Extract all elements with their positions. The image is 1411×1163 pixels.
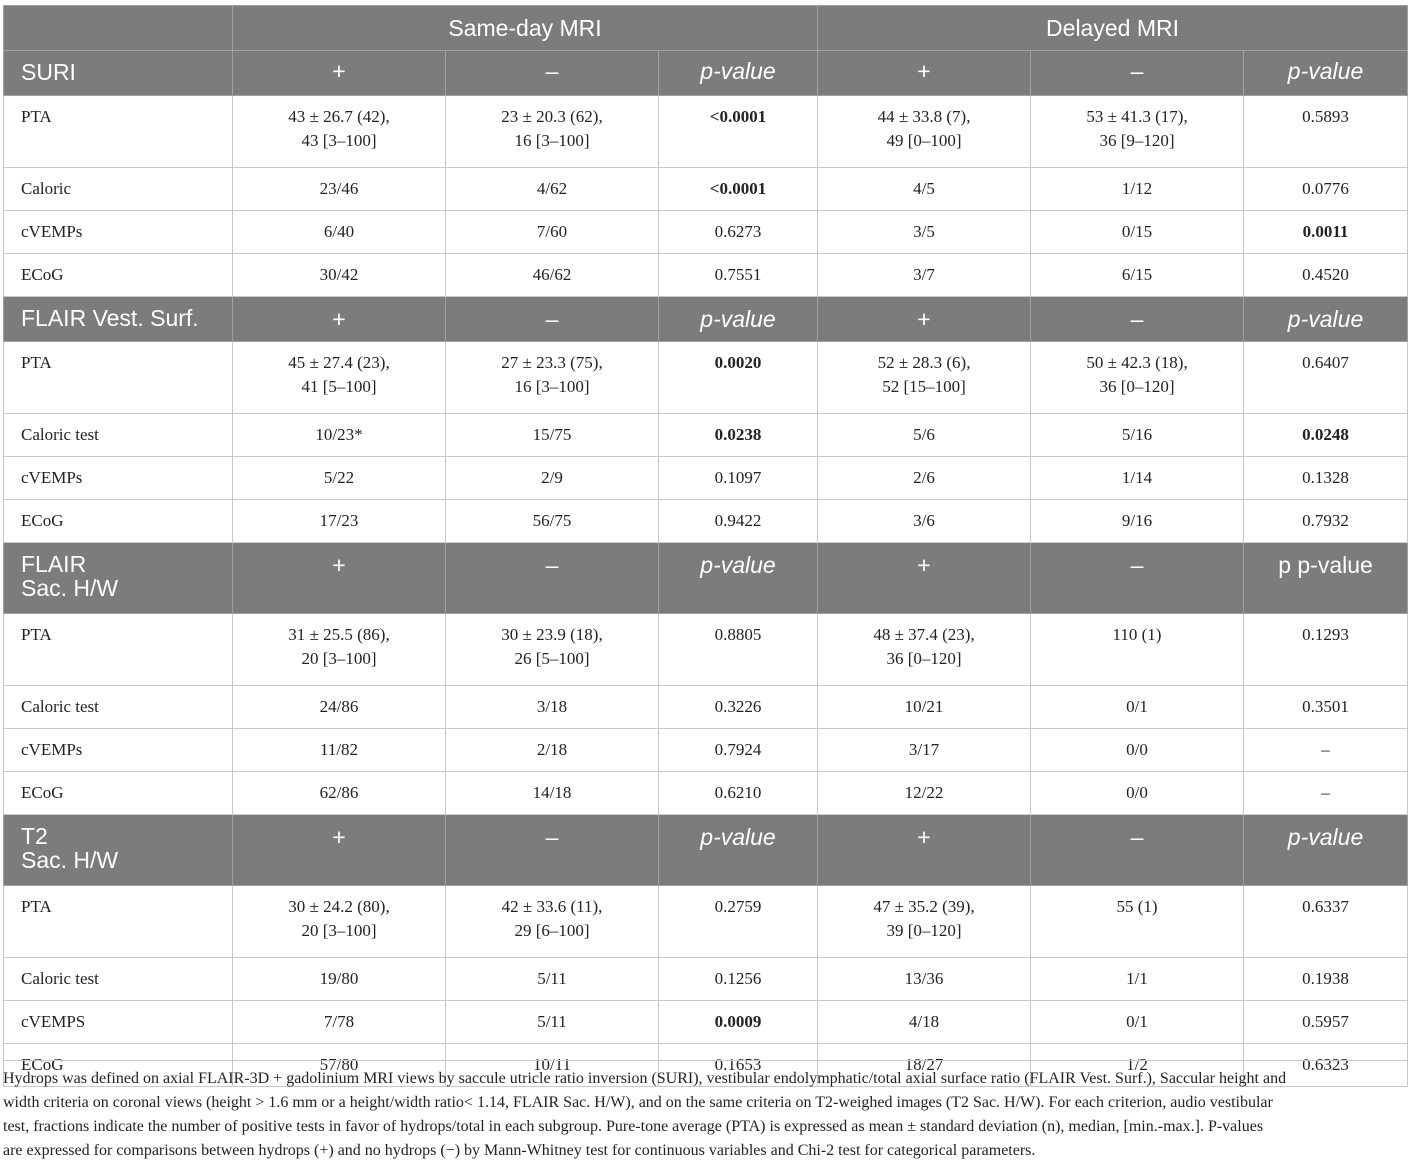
cell: 10/11 [446,1044,659,1087]
cell: 4/5 [818,168,1031,211]
col-plus: + [818,543,1031,614]
cell-pvalue: <0.0001 [659,168,818,211]
cell-pvalue: 0.1938 [1244,958,1408,1001]
table-row [4,342,1408,414]
cell: 0/0 [1031,729,1244,772]
row-label: PTA [4,96,233,168]
caption-line: are expressed for comparisons between hydrops (+) and no hydrops (−) by Mann-Whitney test for continuous variables and Chi-2 test for categorical parameters. [3,1142,1036,1159]
cell-pvalue: 0.6323 [1244,1044,1408,1087]
cell: 0/0 [1031,772,1244,815]
cell-pvalue: 0.7551 [659,254,818,297]
cell: 5/16 [1031,414,1244,457]
cell: 10/23* [233,414,446,457]
cell-pvalue: – [1244,772,1408,815]
cell: 53 ± 41.3 (17), 36 [9–120] [1031,96,1244,168]
cell: 5/22 [233,457,446,500]
table-row [4,414,1408,457]
col-pvalue: p-value [1244,51,1408,96]
cell-pvalue: – [1244,729,1408,772]
cell: 2/6 [818,457,1031,500]
row-label: ECoG [4,254,233,297]
section-header-flair-vest-surf [4,297,1408,342]
section-label: FLAIR Vest. Surf. [4,297,233,342]
table-row [4,729,1408,772]
col-minus: – [446,815,659,886]
cell: 48 ± 37.4 (23), 36 [0–120] [818,614,1031,686]
col-pvalue: p-value [659,543,818,614]
cell-pvalue: 0.0238 [659,414,818,457]
table-row [4,614,1408,686]
section-label: SURI [4,51,233,96]
caption-line: test, fractions indicate the number of positive tests in favor of hydrops/total in each subgroup. Pure-tone average (PTA) is expressed as mean ± standard deviation (n), median, [min.-max.]. P-values [3,1118,1264,1135]
col-plus: + [233,51,446,96]
row-label: cVEMPs [4,211,233,254]
table-row [4,772,1408,815]
cell: 1/14 [1031,457,1244,500]
cell: 55 (1) [1031,886,1244,958]
col-pvalue: p-value [659,297,818,342]
table-top-header [4,6,1408,51]
cell: 43 ± 26.7 (42), 43 [3–100] [233,96,446,168]
cell: 52 ± 28.3 (6), 52 [15–100] [818,342,1031,414]
row-label: cVEMPS [4,1001,233,1044]
cell: 17/23 [233,500,446,543]
row-label: PTA [4,614,233,686]
cell: 3/7 [818,254,1031,297]
cell-pvalue: 0.8805 [659,614,818,686]
cell-pvalue: 0.3501 [1244,686,1408,729]
cell: 27 ± 23.3 (75), 16 [3–100] [446,342,659,414]
cell: 24/86 [233,686,446,729]
cell: 15/75 [446,414,659,457]
row-label: Caloric test [4,958,233,1001]
cell: 3/17 [818,729,1031,772]
cell-pvalue: 0.0776 [1244,168,1408,211]
col-plus: + [233,297,446,342]
cell-pvalue: 0.6337 [1244,886,1408,958]
row-label: PTA [4,342,233,414]
cell: 45 ± 27.4 (23), 41 [5–100] [233,342,446,414]
col-minus: – [446,543,659,614]
col-minus: – [1031,297,1244,342]
cell: 2/9 [446,457,659,500]
col-pvalue: p-value [1244,297,1408,342]
col-pvalue: p-value [659,51,818,96]
col-pvalue: p-value [659,815,818,886]
section-header-suri [4,51,1408,96]
table-row [4,1001,1408,1044]
cell: 1/12 [1031,168,1244,211]
cell: 7/78 [233,1001,446,1044]
cell: 3/5 [818,211,1031,254]
cell: 50 ± 42.3 (18), 36 [0–120] [1031,342,1244,414]
cell-pvalue: 0.4520 [1244,254,1408,297]
cell-pvalue: <0.0001 [659,96,818,168]
cell-pvalue: 0.1293 [1244,614,1408,686]
section-label: FLAIR Sac. H/W [4,543,233,614]
cell: 9/16 [1031,500,1244,543]
cell: 30/42 [233,254,446,297]
cell: 31 ± 25.5 (86), 20 [3–100] [233,614,446,686]
table-row [4,686,1408,729]
col-minus: – [1031,543,1244,614]
table-caption [3,1060,1407,1163]
cell: 42 ± 33.6 (11), 29 [6–100] [446,886,659,958]
results-table [3,5,1408,1087]
row-label: ECoG [4,500,233,543]
cell: 5/6 [818,414,1031,457]
cell: 30 ± 24.2 (80), 20 [3–100] [233,886,446,958]
cell: 0/1 [1031,1001,1244,1044]
col-plus: + [818,297,1031,342]
table-row [4,168,1408,211]
row-label: Caloric test [4,686,233,729]
col-minus: – [446,51,659,96]
same-day-mri-header: Same-day MRI [233,6,818,51]
table-row [4,457,1408,500]
col-plus: + [233,543,446,614]
cell: 19/80 [233,958,446,1001]
cell-pvalue: 0.9422 [659,500,818,543]
cell: 5/11 [446,1001,659,1044]
section-label: T2 Sac. H/W [4,815,233,886]
cell: 12/22 [818,772,1031,815]
table-row [4,254,1408,297]
header-blank-cell [4,6,233,51]
cell: 6/40 [233,211,446,254]
cell-pvalue: 0.7932 [1244,500,1408,543]
cell: 2/18 [446,729,659,772]
cell: 3/6 [818,500,1031,543]
cell-pvalue: 0.1097 [659,457,818,500]
cell: 30 ± 23.9 (18), 26 [5–100] [446,614,659,686]
cell: 1/2 [1031,1044,1244,1087]
table-row [4,958,1408,1001]
cell-pvalue: 0.0011 [1244,211,1408,254]
col-plus: + [233,815,446,886]
cell: 47 ± 35.2 (39), 39 [0–120] [818,886,1031,958]
delayed-mri-header: Delayed MRI [818,6,1408,51]
cell-pvalue: 0.6407 [1244,342,1408,414]
row-label: ECoG [4,772,233,815]
cell-pvalue: 0.6210 [659,772,818,815]
caption-line: width criteria on coronal views (height > 1.6 mm or a height/width ratio< 1.14, FLAIR Sac. H/W), and on the same criteria on T2-weighed images (T2 Sac. H/W). For each criterion, audio vestibular [3,1094,1273,1111]
col-minus: – [446,297,659,342]
cell: 7/60 [446,211,659,254]
cell: 1/1 [1031,958,1244,1001]
cell: 44 ± 33.8 (7), 49 [0–100] [818,96,1031,168]
cell-pvalue: 0.2759 [659,886,818,958]
cell: 11/82 [233,729,446,772]
cell: 62/86 [233,772,446,815]
table-row [4,500,1408,543]
cell: 5/11 [446,958,659,1001]
caption-line: Hydrops was defined on axial FLAIR-3D + gadolinium MRI views by saccule utricle ratio inversion (SURI), vestibular endolymphatic/total axial surface ratio (FLAIR Vest. Surf.), Saccular height and [3,1070,1287,1087]
col-pvalue: p p-value [1244,543,1408,614]
cell: 0/1 [1031,686,1244,729]
cell-pvalue: 0.6273 [659,211,818,254]
cell: 23/46 [233,168,446,211]
cell: 3/18 [446,686,659,729]
table-row [4,96,1408,168]
cell-pvalue: 0.3226 [659,686,818,729]
cell: 110 (1) [1031,614,1244,686]
cell-pvalue: 0.1328 [1244,457,1408,500]
col-minus: – [1031,51,1244,96]
table-row [4,886,1408,958]
table-row [4,211,1408,254]
col-plus: + [818,815,1031,886]
section-header-flair-sac-hw [4,543,1408,614]
cell: 6/15 [1031,254,1244,297]
cell-pvalue: 0.1256 [659,958,818,1001]
cell-pvalue: 0.0020 [659,342,818,414]
cell-pvalue: 0.7924 [659,729,818,772]
cell: 18/27 [818,1044,1031,1087]
cell-pvalue: 0.1653 [659,1044,818,1087]
col-minus: – [1031,815,1244,886]
cell: 14/18 [446,772,659,815]
cell-pvalue: 0.5893 [1244,96,1408,168]
cell-pvalue: 0.0009 [659,1001,818,1044]
row-label: ECoG [4,1044,233,1087]
row-label: PTA [4,886,233,958]
row-label: cVEMPs [4,457,233,500]
section-header-t2-sac-hw [4,815,1408,886]
cell-pvalue: 0.0248 [1244,414,1408,457]
col-pvalue: p-value [1244,815,1408,886]
cell: 4/62 [446,168,659,211]
cell: 0/15 [1031,211,1244,254]
results-table-container [3,5,1407,1087]
row-label: Caloric [4,168,233,211]
col-plus: + [818,51,1031,96]
row-label: cVEMPs [4,729,233,772]
cell: 56/75 [446,500,659,543]
cell-pvalue: 0.5957 [1244,1001,1408,1044]
row-label: Caloric test [4,414,233,457]
cell: 46/62 [446,254,659,297]
cell: 10/21 [818,686,1031,729]
cell: 4/18 [818,1001,1031,1044]
cell: 13/36 [818,958,1031,1001]
cell: 23 ± 20.3 (62), 16 [3–100] [446,96,659,168]
cell: 57/80 [233,1044,446,1087]
